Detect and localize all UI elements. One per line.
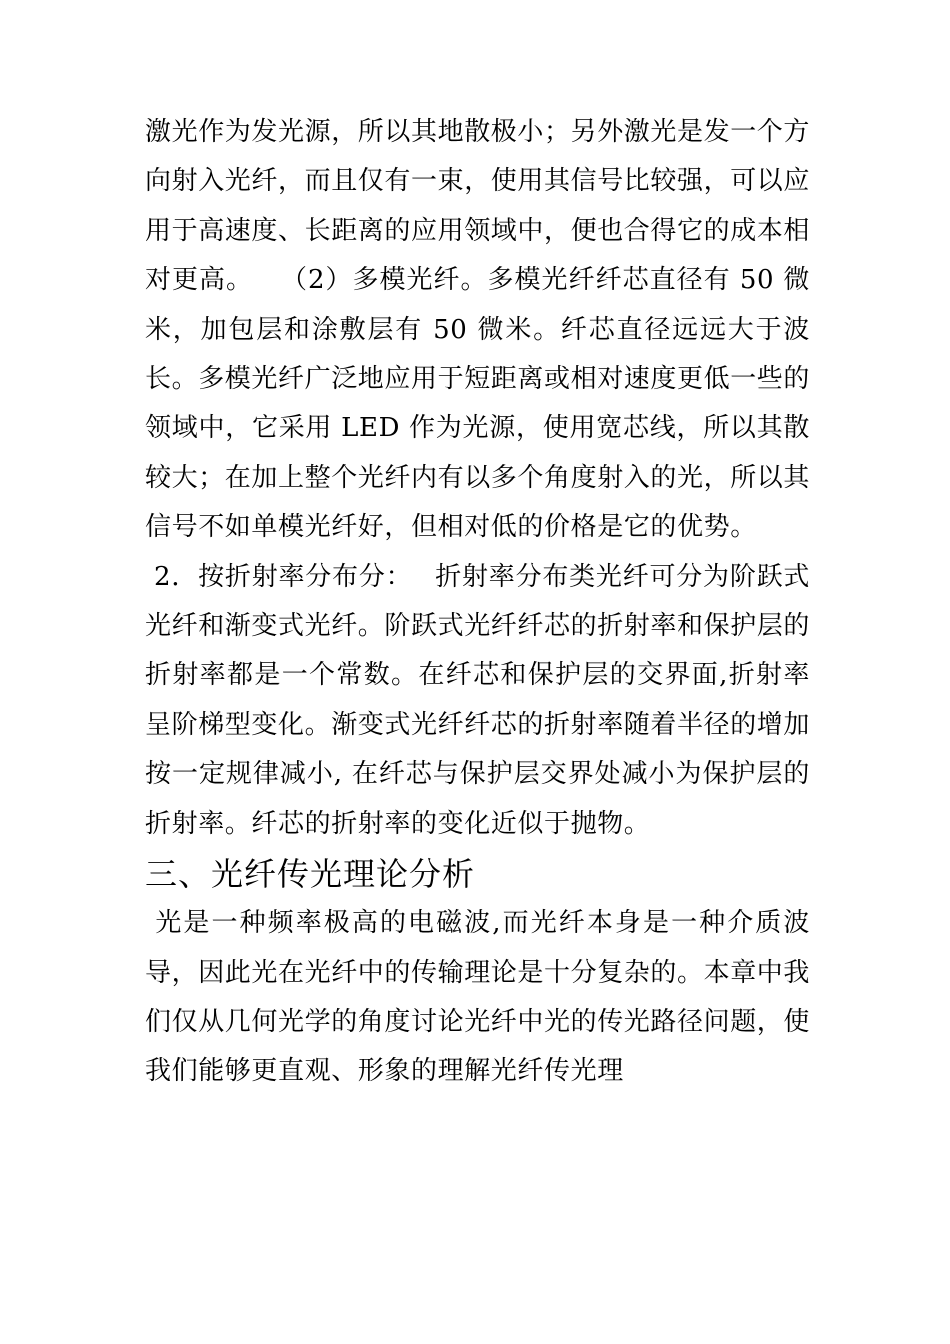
- section-heading: 三、光纤传光理论分析: [145, 855, 476, 894]
- document-body: [145, 108, 810, 1097]
- paragraph-theory-intro: 光是一种频率极高的电磁波,而光纤本身是一种介质波导，因此光在光纤中的传输理论是十分复杂的。本章中我们仅从几何光学的角度讨论光纤中光的传光路径问题，使我们能够更直观、形象的理解光纤传光理: [145, 908, 811, 1087]
- paragraph-refractive-index: 2．按折射率分布分： 折射率分布类光纤可分为阶跃式光纤和渐变式光纤。阶跃式光纤纤芯的折射率和保护层的折射率都是一个常数。在纤芯和保护层的交界面,折射率呈阶梯型变化。渐变式光纤纤芯的折射率随着半径的增加按一定规律减小, 在纤芯与保护层交界处减小为保护层的折射率。纤芯的折射率的变化近似于抛物。: [145, 561, 811, 839]
- paragraph-fiber-types: 激光作为发光源，所以其地散极小；另外激光是发一个方向射入光纤，而且仅有一束，使用其信号比较强，可以应用于高速度、长距离的应用领域中，便也合得它的成本相对更高。 （2）多模光纤。多模光纤纤芯直径有 50 微米，加包层和涂敷层有 50 微米。纤芯直径远远大于波长。多模光纤广泛地应用于短距离或相对速度更低一些的领域中，它采用 LED 作为光源，使用宽芯线，所以其散较大；在加上整个光纤内有以多个角度射入的光，所以其信号不如单模光纤好，但相对低的价格是它的优势。: [145, 117, 811, 543]
